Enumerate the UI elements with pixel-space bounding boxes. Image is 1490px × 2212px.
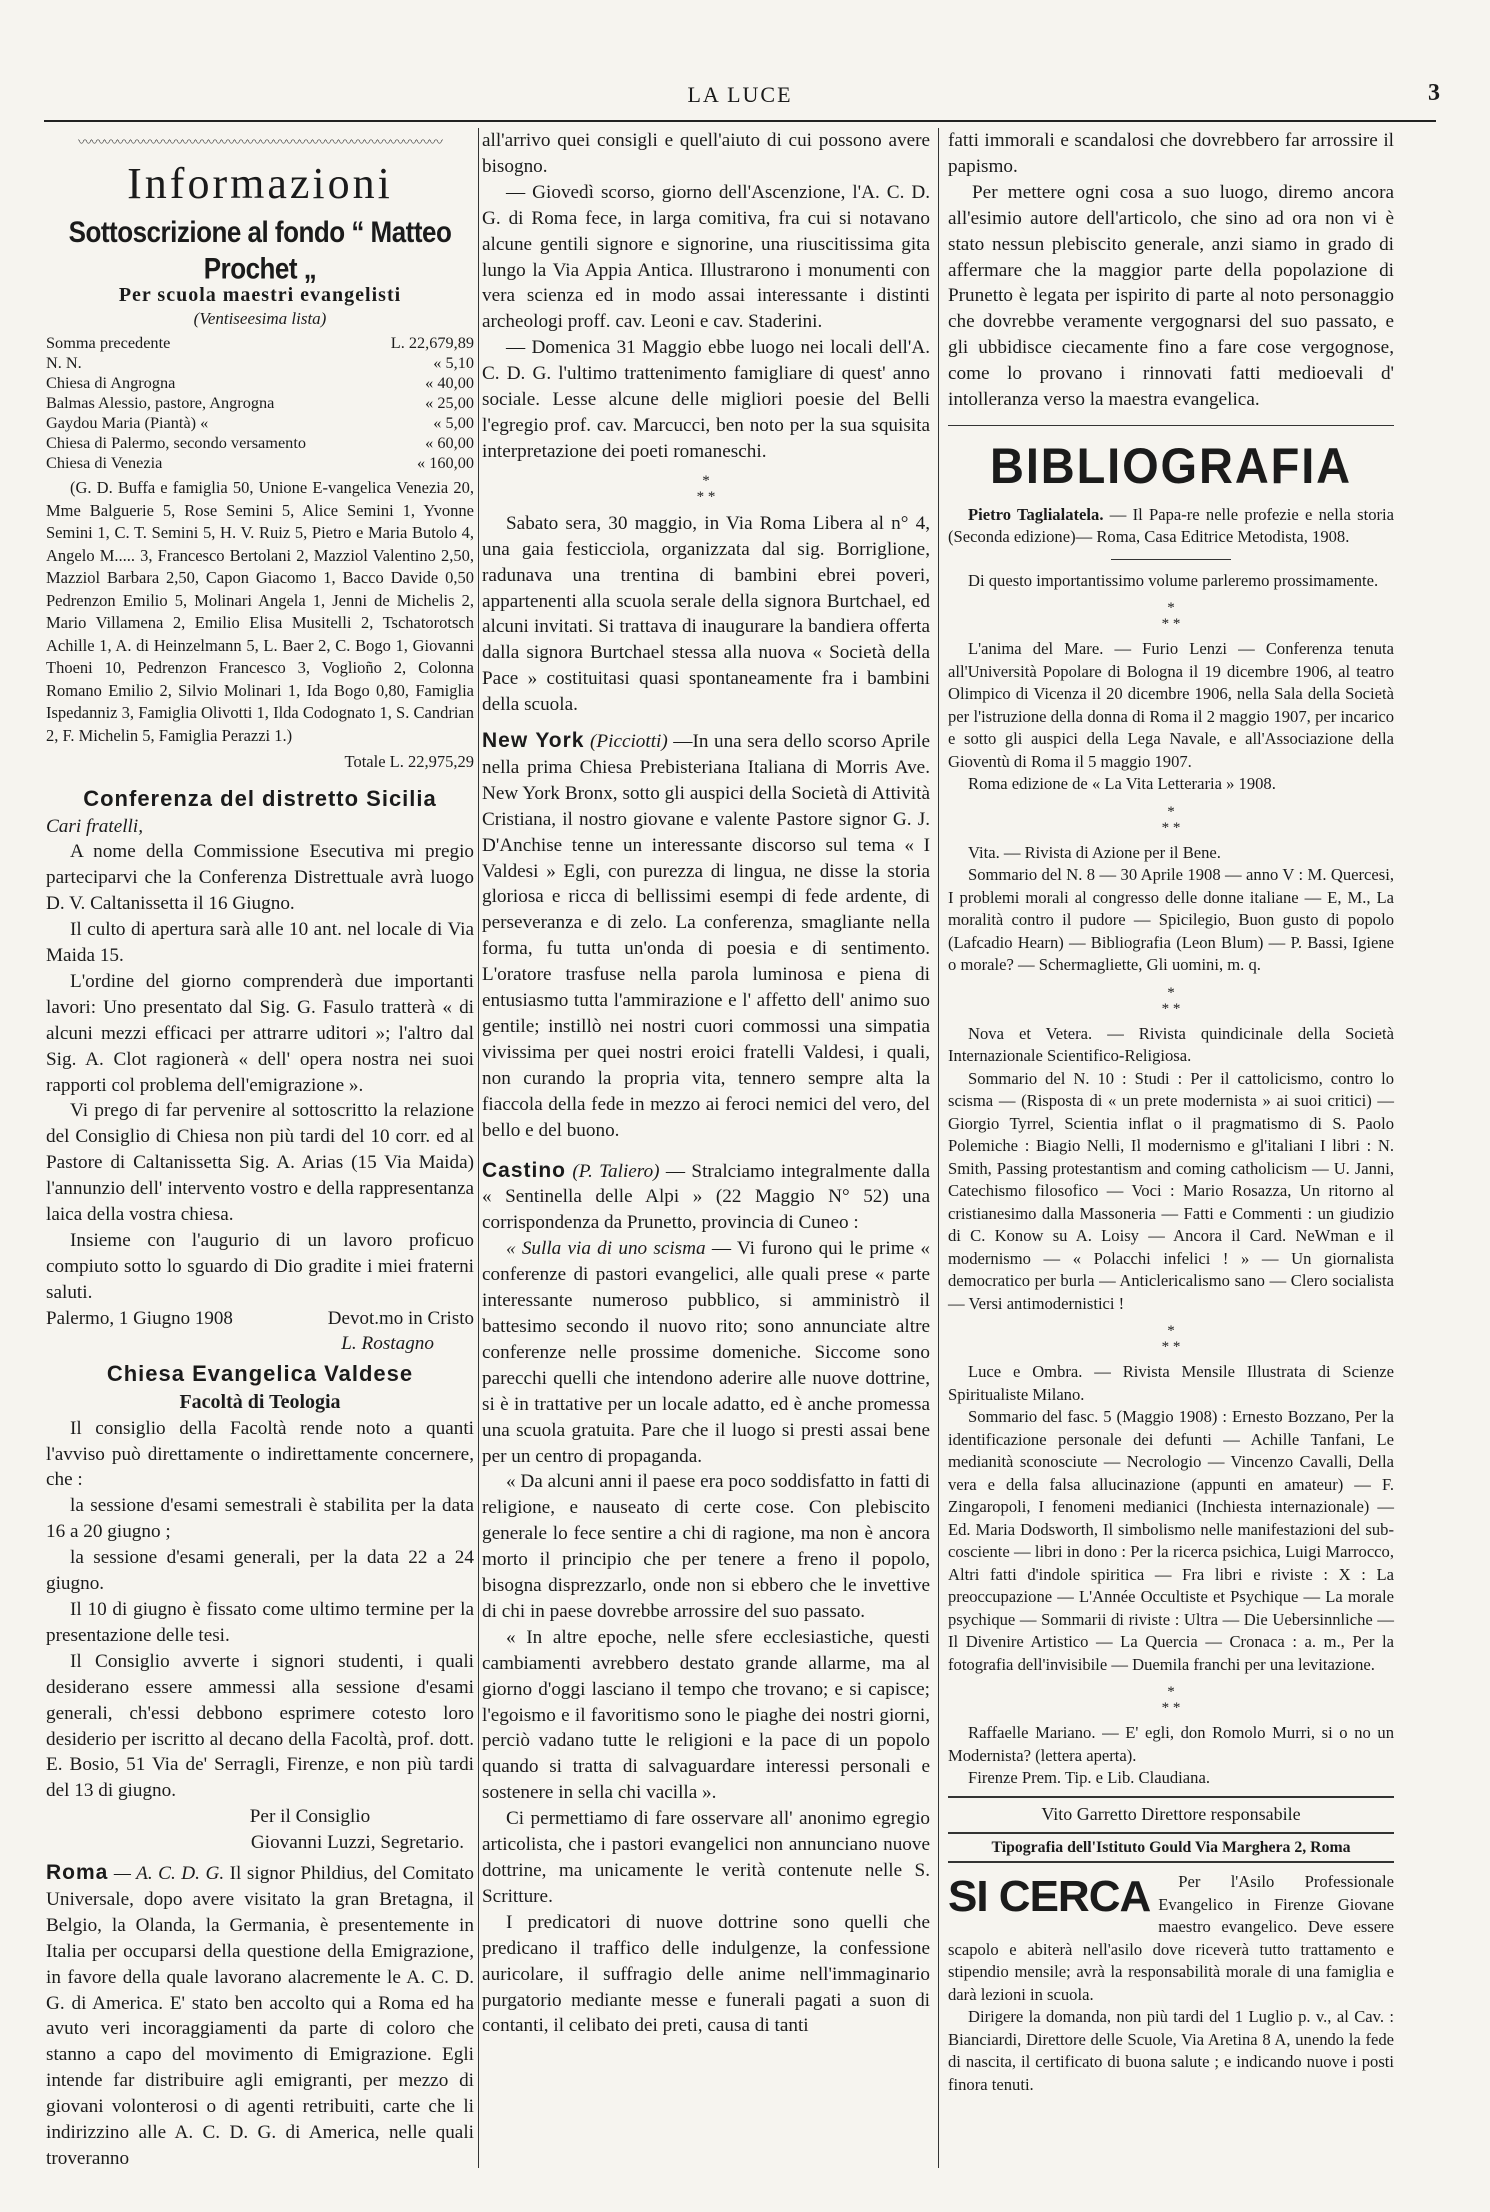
column-1 xyxy=(46,128,474,2172)
wavy-ornament: 〰〰〰〰〰〰〰〰〰〰〰〰〰〰〰〰〰〰〰〰〰〰〰〰〰〰〰〰 xyxy=(78,136,442,151)
column-3 xyxy=(948,128,1394,2096)
fund-rows xyxy=(46,333,474,473)
newyork-source: (Picciotti) xyxy=(590,731,668,753)
biblio-entry-1: Pietro Taglialatela. — Il Papa-re nelle profezie e nella storia (Seconda edizione)— Roma, Casa Editrice Metodista, 1908. xyxy=(948,504,1394,547)
fund-title: Sottoscrizione al fondo “ Matteo Prochet „ xyxy=(68,214,452,286)
conferenza-salutation: Cari fratelli, xyxy=(46,815,144,837)
typography-line: Tipografia dell'Istituto Gould Via Marghera 2, Roma xyxy=(948,1834,1394,1863)
section-title: Informazioni xyxy=(127,159,393,208)
castino-quote1: « Sulla via di uno scisma — Vi furono qui le prime « conferenze di pastori evangelici, alle quali prese « parte interessante numeroso pubblico, si amministrò il battesimo secondo il nuovo rito; sono annunciate altre conferenze nelle prossime domeniche. Siccome sono parecchi quelli che intendono aderire alle nuove dottrine, si è in trattative per un locale adatto, ed è anche promessa una scuola gratuita. Pare che il luogo si presti assai bene per un centro di propaganda. xyxy=(482,1238,931,1467)
bibliografia-title: BIBLIOGRAFIA xyxy=(990,437,1352,494)
fund-subtitle: Per scuola maestri evangelisti xyxy=(118,284,402,306)
chiesa-p5: Il Consiglio avverte i signori studenti, i quali desiderano essere ammessi alla sessione d'esami generali, ch'essi debbono esprimere cotesto loro desiderio per iscritto al decano della Facoltà, prof. dott. E. Bosio, 51 Via de' Serragli, Firenze, e non più tardi del 13 di giugno. xyxy=(46,1650,474,1802)
page-number: 3 xyxy=(1428,80,1440,106)
fund-row: Chiesa di Angrogna « 40,00 xyxy=(46,373,474,392)
castino-quote2: « Da alcuni anni il paese era poco soddisfatto in fatti di religione, e nauseato di certe cose. Con plebiscito generale lo fece sentire a chi di ragione, ma non è ancora morto il principio che per tenere a freno il popolo, bisogna disprezzarlo, onde non si ebbero che le invettive di chi in paese dovrebbe arrossire del suo passato. xyxy=(482,1471,930,1622)
col2-p1: all'arrivo quei consigli e quell'aiuto di cui possono avere bisogno. xyxy=(482,130,930,177)
newyork-article xyxy=(482,728,930,1144)
castino-quote3: « In altre epoche, nelle sfere ecclesiastiche, questi cambiamenti avrebbero destato grande allarme, ma al giorno d'oggi lasciano il tempo che trovano; e si capisce; l'egoismo e il favoritismo sono le piaghe dei nostri giorni, perciò vadano tutte le religioni e la pace di un popolo quando si tratta di salvaguardare interessi personali e sostenere in sella chi vacilla ». xyxy=(482,1626,930,1804)
roma-article xyxy=(46,1860,474,2172)
col2-p4: Sabato sera, 30 maggio, in Via Roma Libera al n° 4, una gaia festicciola, organizzata dal sig. Borriglione, radunava una trentina di bambini ebrei poveri, appartenenti alla scuola serale della signora Burtchael, ed alcuni invitati. Si trattava di inaugurare la bandiera offerta dalla signora Burtchael stessa alla nuova « Società della Pace » costituitasi quasi spontaneamente fra i bambini della scuola. xyxy=(482,512,930,716)
fund-details: (G. D. Buffa e famiglia 50, Unione E-vangelica Venezia 20, Mme Balguerie 5, Rose Semini 5, Alice Semini 1, Yvonne Semini 1, C. T. Semini 5, H. V. Ruiz 5, Pietro e Maria Butolo 4, Angelo M..... 3, Francesco Bertolani 2, Mazziol Valentino 2,50, Mazziol Barbara 2,50, Capon Giacomo 1, Bacco Davide 0,50 Pedrenzon Emilio 5, Molinari Angela 1, Jenni de Michelis 2, Mario Villamena 2, Emilio Elisa Musitelli 2, Tschatorotsch Achille 1, A. di Heinzelmann 5, L. Baer 2, C. Bogo 1, Giovanni Thoeni 10, Pedrenzon Francesco 3, Voglioño 2, Colonna Romano Emilio 2, Silvio Molinari 1, Ida Bogo 0,80, Famiglia Ispedanniz 3, Famiglia Olivotti 1, Ilda Codognato 1, S. Candrian 2, F. Michelin 5, Famiglia Perazzi 1.) xyxy=(46,478,474,745)
asterism: * * * xyxy=(1161,803,1181,836)
biblio-rule xyxy=(948,425,1394,426)
col2-p2: — Giovedì scorso, giorno dell'Ascenzione, l'A. C. D. G. di Roma fece, in larga comitiva, fra cui si notavano alcune gentili signore e signorine, una riuscitissima gita lungo la Via Appia Antica. Illustrarono i monumenti con vera scienza ed in modo assai interessante i distinti archeologi proff. cav. Leoni e cav. Staderini. xyxy=(482,181,930,333)
biblio-entry-2-note: Roma edizione de « La Vita Letteraria » 1908. xyxy=(968,774,1276,794)
conferenza-p5: Insieme con l'augurio di un lavoro proficuo compiuto sotto lo sguardo di Dio gradite i miei fraterni saluti. xyxy=(46,1230,474,1303)
castino-article xyxy=(482,1158,930,1237)
ad-text: Per l'Asilo Professionale Evangelico in Firenze Giovane maestro evangelico. Deve essere scapolo e abiterà nell'asilo dove riceverà tutto trattamento e stipendio mensile; avrà la responsabilità morale di una famiglia e darà lezioni in scuola. xyxy=(948,1872,1394,2004)
col2-p5: Ci permettiamo di fare osservare all' anonimo egregio articolista, che i pastori evangelici non annunciano nuove dottrine, ma unicamente le verità contenute nelle S. Scritture. xyxy=(482,1808,930,1907)
newyork-text: —In una sera dello scorso Aprile nella prima Chiesa Prebisteriana Italiana di Morris Ave. New York Bronx, sotto gli auspici della Società di Attività Cristiana, il nostro giovane e valente Pastore signor G. J. D'Anchise tenne un interessante discorso sul tema « I Valdesi » Egli, con purezza di lingua, ne disse la storia gloriosa e ricca di bellissimi esempi di fede ardente, di perseveranza e di zelo. La conferenza, smagliante nella forma, fu tutta un'onda di poesia e di sentimento. L'oratore trasfuse nella parola luminosa e piena di entusiasmo tutta l'ammirazione e l' affetto dell' animo suo gentile; instillò nei nostri cuori commossi una simpatia vivissima per quei nostri eroici fratelli Valdesi, i quali, non curando la propria vita, tennero sempre alta la fiaccola della fede in mezzo ai feroci nemici del vero, del bello e del buono. xyxy=(482,731,930,1141)
biblio-entry-4-summary: Sommario del N. 10 : Studi : Per il cattolicismo, contro lo scisma — (Risposta di « un prete modernista » ai suoi critici) — Giorgio Tyrrel, Scientia inflat o il pragmatismo di S. Paolo Polemiche : Biagio Nelli, Il modernismo e gl'italiani I libri : N. Smith, Passing protestantism and coming catholicism — U. Janni, Catechismo filosofico — Voci : Mario Rosazza, Un ritorno al cristianesimo dalla Massoneria — Fatti e Commenti : un giudizio di C. Konow su A. Loisy — Ancora il Card. NeWman e il modernismo — « Polacchi infelici ! » — Un giornalista democratico per burla — Anticlericalismo sano — Clero socialista — Versi antimodernistici ! xyxy=(948,1068,1394,1313)
asterism: * * * xyxy=(1161,1684,1181,1717)
conferenza-p4: Vi prego di far pervenire al sottoscritto la relazione del Consiglio di Chiesa non più tardi del 10 corr. ed al Pastore di Caltanissetta Sig. A. Arias (15 Via Maida) l'annunzio dell' intervento vostro e della rappresentanza laica della vostra chiesa. xyxy=(46,1100,474,1226)
quote-title: « Sulla via di uno scisma xyxy=(506,1238,706,1260)
fund-row: Gaydou Maria (Piantà) « « 5,00 xyxy=(46,413,474,432)
asterism: * * * xyxy=(696,472,716,505)
conferenza-signature: L. Rostagno xyxy=(341,1332,434,1354)
asterism: * * * xyxy=(1161,984,1181,1017)
castino-source: (P. Taliero) xyxy=(572,1160,660,1182)
newspaper-title: LA LUCE xyxy=(687,82,793,107)
bibliografia-list xyxy=(948,504,1394,1790)
conferenza-p2: Il culto di apertura sarà alle 10 ant. nel locale di Via Maida 15. xyxy=(46,919,474,967)
biblio-entry-3-summary: Sommario del N. 8 — 30 Aprile 1908 — anno V : M. Quercesi, I problemi morali al congresso delle donne italiane — E, M., La moralità contro il pudore — Spicilegio, Buon gusto di popolo (Lafcadio Hearn) — Bibliografia (Leon Blum) — P. Bassi, Igiene o morale? — Schermagliette, Gli uomini, m. q. xyxy=(948,865,1394,975)
chiesa-p3: la sessione d'esami generali, per la data 22 a 24 giugno. xyxy=(46,1547,474,1595)
chiesa-p1: Il consiglio della Facoltà rende noto a quanti l'avviso può direttamente o indirettamente concernere, che : xyxy=(46,1417,474,1491)
asterism: * * * xyxy=(1161,1323,1181,1356)
biblio-entry-5-summary: Sommario del fasc. 5 (Maggio 1908) : Ernesto Bozzano, Per la identificazione personale dei defunti — Achille Tanfani, Le medianità sconosciute — Necrologio — Vincenzo Cavalli, Della vera e della falsa allucinazione (appunti en amateur) — F. Zingaropoli, I fenomeni medianici (Inchiesta internazionale) — Ed. Maria Dodsworth, Il simbolismo nelle manifestazioni del sub-cosciente — libri in dono : Per la ricerca psichica, Luigi Marrocco, Altri fatti d'indole spiritica — Fra libri e riviste : X : La preoccupazione — L'Année Occultiste et Psychique — La morale psychique — Sommarii di riviste : Ultra — Die Uebersinnliche — Il Divenire Artistico — La Quercia — Cronaca : a. m., Per la fotografia dell'invisibile — Duemila franchi per una levitazione. xyxy=(948,1407,1394,1674)
column-divider-1 xyxy=(478,128,479,2168)
biblio-entry-5: Luce e Ombra. — Rivista Mensile Illustrata di Scienze Spiritualiste Milano. xyxy=(948,1362,1394,1404)
chiesa-p2: la sessione d'esami semestrali è stabilita per la data 16 a 20 giugno ; xyxy=(46,1495,474,1543)
conferenza-title: Conferenza del distretto Sicilia xyxy=(83,785,437,811)
col2-p3: — Domenica 31 Maggio ebbe luogo nei locali dell'A. C. D. G. l'ultimo trattenimento famigliare di quest' anno sociale. Lesse alcune delle migliori poesie del Belli l'egregio prof. cav. Marcucci, ben noto per la sua squisita interpretazione dei poeti romaneschi. xyxy=(482,337,930,462)
newyork-lead: New York xyxy=(482,729,585,753)
castino-text: — Stralciamo integralmente dalla « Sentinella delle Alpi » (22 Maggio N° 52) una corrispondenza da Prunetto, provincia di Cuneo : xyxy=(482,1160,931,1234)
roma-dateline: — A. C. D. G. xyxy=(113,1863,225,1885)
biblio-divider xyxy=(1111,559,1231,560)
conferenza-closing: Devot.mo in Cristo xyxy=(327,1307,474,1329)
advertisement xyxy=(948,1871,1394,2096)
conferenza-p3: L'ordine del giorno comprenderà due importanti lavori: Uno presentato dal Sig. G. Fasulo tratterà « di alcuni mezzi efficaci per attrarre uditori »; l'altro dal Sig. A. Clot ragionerà « dell' opera nostra nei suoi rapporti col problema dell'emigrazione ». xyxy=(46,970,474,1096)
conferenza-dateline xyxy=(46,1306,474,1331)
running-header xyxy=(40,82,1440,122)
ad-lead: SI CERCA xyxy=(948,1872,1151,1922)
col2-p6: I predicatori di nuove dottrine sono quelli che predicano il traffico delle indulgenze, la confessione auricolare, il suffragio delle anime nell'immaginario purgatorio mediante messe e funerali pagati a suon di contanti, il celibato dei preti, causa di tanti xyxy=(482,1911,930,2037)
chiesa-title: Chiesa Evangelica Valdese xyxy=(106,1360,414,1386)
column-2 xyxy=(482,128,930,2039)
biblio-entry-2: L'anima del Mare. — Furio Lenzi — Conferenza tenuta all'Università Popolare di Bologna il 19 dicembre 1906, al teatro Olimpico di Vicenza il 20 dicembre 1906, nella Sala della Società per l'istruzione della donna di Roma il 2 maggio 1907, per incarico e sotto gli auspici della Lega Navale, e all'Associazione della Gioventù di Roma il 5 maggio 1907. xyxy=(948,639,1394,771)
fund-row: N. N. « 5,10 xyxy=(46,353,474,372)
biblio-entry-4: Nova et Vetera. — Rivista quindicinale della Società Internazionale Scientifico-Religiosa. xyxy=(948,1023,1394,1066)
roma-text: Il signor Phildius, del Comitato Universale, dopo avere visitato la gran Bretagna, il Belgio, la Olanda, la Germania, è presentemente in Italia per occuparsi della questione della Emigrazione, in favore della quale lavorano alacremente le A. C. D. G. di America. E' stato ben accolto qui a Roma ed ha avuto veri incoraggiamenti da parte di coloro che stanno a capo del movimento di Emigrazione. Egli intende far distribuire agli emigranti, per mezzo di giovani volonterosi o di agenti retribuiti, carte che li indirizzino alle A. C. D. G. di America, nelle quali troveranno xyxy=(46,1863,475,2169)
roma-lead: Roma xyxy=(46,1861,109,1885)
biblio-entry-6: Raffaelle Mariano. — E' egli, don Romolo Murri, si o no un Modernista? (lettera aperta). xyxy=(948,1723,1394,1765)
fund-list-label: (Ventiseesima lista) xyxy=(193,309,327,328)
col3-p1: fatti immorali e scandalosi che dovrebbero far arrossire il papismo. xyxy=(948,130,1394,177)
conferenza-p1: A nome della Commissione Esecutiva mi pregio parteciparvi che la Conferenza Distrettuale avrà luogo D. V. Caltanissetta il 16 Giugno. xyxy=(46,841,474,915)
fund-row: Chiesa di Palermo, secondo versamento « 60,00 xyxy=(46,433,474,452)
biblio-entry-3: Vita. — Rivista di Azione per il Bene. xyxy=(968,842,1221,862)
biblio-entry-1-note: Di questo importantissimo volume parleremo prossimamente. xyxy=(968,570,1379,590)
asterism: * * * xyxy=(1161,600,1181,633)
col3-p2: Per mettere ogni cosa a suo luogo, diremo ancora all'esimio autore dell'articolo, che sino ad ora non vi è stato nessun plebiscito generale, anzi siamo in grado di affermare che la maggior parte della popolazione di Prunetto è legata per ispirito di parte al noto personaggio che dovrebbe veramente vergognarsi del suo passato, e gli ubbidisce ciecamente fino a fare cose vergognose, come lo provano i rinnovati fatti medioevali d' intolleranza verso la maestra evangelica. xyxy=(948,181,1394,411)
fund-row: Somma precedente L. 22,679,89 xyxy=(46,333,474,352)
biblio-entry-6-publisher: Firenze Prem. Tip. e Lib. Claudiana. xyxy=(968,1768,1210,1788)
fund-total: Totale L. 22,975,29 xyxy=(344,752,474,771)
header-rule xyxy=(44,120,1436,122)
chiesa-sign2: Giovanni Luzzi, Segretario. xyxy=(250,1832,464,1854)
fund-row: Chiesa di Venezia « 160,00 xyxy=(46,453,474,472)
director-line: Vito Garretto Direttore responsabile xyxy=(948,1796,1394,1834)
conferenza-date: Palermo, 1 Giugno 1908 xyxy=(46,1307,233,1329)
chiesa-subtitle: Facoltà di Teologia xyxy=(179,1390,341,1413)
castino-lead: Castino xyxy=(482,1158,567,1182)
column-divider-2 xyxy=(938,128,939,2168)
chiesa-sign1: Per il Consiglio xyxy=(249,1806,371,1828)
fund-row: Balmas Alessio, pastore, Angrogna « 25,00 xyxy=(46,393,474,412)
ad-text-2: Dirigere la domanda, non più tardi del 1 Luglio p. v., al Cav. : Bianciardi, Direttore delle Scuole, Via Aretina 8 A, unendo la fede di nascita, il certificato di buona salute ; e indicando nuove i posti finora tenuti. xyxy=(948,2007,1394,2094)
chiesa-p4: Il 10 di giugno è fissato come ultimo termine per la presentazione delle tesi. xyxy=(46,1598,474,1646)
